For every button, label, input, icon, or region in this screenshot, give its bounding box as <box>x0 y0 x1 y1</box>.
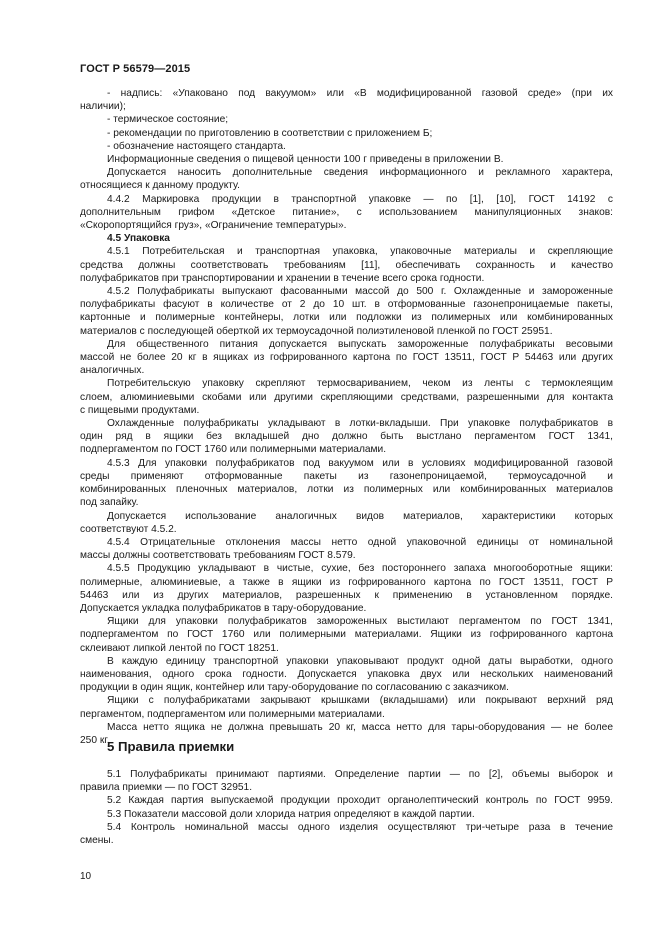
text-line: 4.5.4 Отрицательные отклонения массы нетто одной упаковочной единицы от номинальной <box>107 536 613 548</box>
text-line: 4.5.2 Полуфабрикаты выпускают фасованными массой до 500 г. Охлажденные и замороженные <box>107 286 613 298</box>
text-line: - термическое состояние; <box>107 114 229 126</box>
text-line: соответствуют 4.5.2. <box>80 523 177 535</box>
text-line: - рекомендации по приготовлению в соответствии с приложением Б; <box>107 127 433 139</box>
text-line: материалов с последующей оберткой их термоусадочной полиэтиленовой пленкой по ГОСТ 25951. <box>80 325 553 337</box>
text-line: склеивают липкой лентой по ГОСТ 18251. <box>80 642 279 654</box>
text-line: 5.4 Контроль номинальной массы одного изделия осуществляют три-четыре раза в течение <box>107 821 613 833</box>
text-line: 250 кг. <box>80 734 110 746</box>
text-line: В каждую единицу транспортной упаковки упаковывают продукт одной даты выработки, одного <box>107 655 613 667</box>
text-line: комбинированных пленочных материалов, лотки из полимерных или комбинированных материалов <box>80 484 613 496</box>
text-line: - обозначение настоящего стандарта. <box>107 140 286 152</box>
text-line: 4.5.3 Для упаковки полуфабрикатов под вакуумом или в условиях модифицированной газовой <box>107 457 613 469</box>
text-line: 54463 или из других материалов, разрешенных к применению в установленном порядке. <box>80 589 613 601</box>
text-line: наличии); <box>80 101 126 113</box>
text-line: средства должны соответствовать требованиям [11], обеспечивать сохранность и качество <box>80 259 613 271</box>
text-line: пергаментом, подпергаментом или полимерными материалами. <box>80 708 385 720</box>
text-line: Допускается наносить дополнительные сведения информационного и рекламного характера, <box>107 167 613 179</box>
text-line: полуфабрикаты фасуют в количестве от 2 до 10 шт. в отформованные газонепроницаемые пакеты, <box>80 299 613 311</box>
text-line: массой не более 20 кг в ящиках из гофрированного картона по ГОСТ 13511, ГОСТ Р 54463 или других <box>80 352 613 364</box>
text-line: подпергаментом по ГОСТ 1760 или полимерными материалами. <box>80 444 387 456</box>
text-line: подпергаментом по ГОСТ 1760 или полимерными материалами. Ящики из гофрированного картона <box>80 629 613 641</box>
text-line: смены. <box>80 835 114 847</box>
text-line: относящиеся к данному продукту. <box>80 180 240 192</box>
text-line: массы должны соответствовать требованиям ГОСТ 8.579. <box>80 550 356 562</box>
text-line: слоем, алюминиевыми скобами или другими скрепляющими средствами, разрешенными для контакта <box>80 391 613 403</box>
text-line: наименования, одного срока годности. Допускается упаковка двух или нескольких наименований <box>80 668 613 680</box>
text-line: дополнительным грифом «Детское питание», с использованием манипуляционных знаков: <box>80 206 613 218</box>
text-line: правила приемки — по ГОСТ 32951. <box>80 782 253 794</box>
text-line: один ряд в ящики без вкладышей дно должно быть выстлано пергаментом ГОСТ 1341, <box>80 431 613 443</box>
text-line: 5.1 Полуфабрикаты принимают партиями. Определение партии — по [2], объемы выборок и <box>107 769 613 780</box>
text-line: «Скоропортящийся груз», «Ограничение температуры». <box>80 220 347 232</box>
text-line: полимерные, алюминиевые, а также в ящики из гофрированного картона по ГОСТ 13511, ГОСТ Р <box>80 576 613 588</box>
text-line: Для общественного питания допускается выпускать замороженные полуфабрикаты весовыми <box>107 338 613 350</box>
text-line: Ящики с полуфабрикатами закрывают крышками (вкладышами) или покрывают верхний ряд <box>107 695 613 707</box>
text-line: Ящики для упаковки полуфабрикатов замороженных выстилают пергаментом по ГОСТ 1341, <box>107 616 613 628</box>
text-line: с пищевыми продуктами. <box>80 404 200 416</box>
page-number: 10 <box>80 871 92 882</box>
text-line: Потребительскую упаковку скрепляют термосвариванием, чеком из ленты с термоклеящим <box>107 378 613 390</box>
text-line: Охлажденные полуфабрикаты укладывают в лотки-вкладыши. При упаковке полуфабрикатов в <box>107 418 613 430</box>
text-line: под запайку. <box>80 497 139 509</box>
text-line: среды применяют отформованные пакеты из газонепроницаемой, термоусадочной и <box>80 470 613 482</box>
text-line: картонные и полимерные контейнеры, лотки или подложки из полимерных или комбинированных <box>80 312 613 324</box>
section-5-body <box>80 768 613 847</box>
text-line: Допускается укладка полуфабрикатов в тару-оборудование. <box>80 602 367 614</box>
text-line: - надпись: «Упаковано под вакуумом» или «В модифицированной газовой среде» (при их <box>107 88 613 99</box>
text-line: 4.4.2 Маркировка продукции в транспортной упаковке — по [1], [10], ГОСТ 14192 с <box>107 193 613 205</box>
text-line: полуфабрикатов при транспортировании и хранении в течение всего срока годности. <box>80 272 485 284</box>
text-line: аналогичных. <box>80 365 145 377</box>
section-4-body <box>80 87 613 747</box>
text-line: Допускается использование аналогичных видов материалов, характеристики которых <box>107 510 613 522</box>
text-line: 4.5.5 Продукцию укладывают в чистые, сухие, без постороннего запаха многооборотные ящики: <box>107 563 613 575</box>
document-header: ГОСТ Р 56579—2015 <box>80 63 191 75</box>
text-line: 4.5.1 Потребительская и транспортная упаковка, упаковочные материалы и скрепляющие <box>107 246 613 258</box>
text-line: 4.5 Упаковка <box>107 233 170 245</box>
text-line: Масса нетто ящика не должна превышать 20 кг, масса нетто для тары-оборудования — не более <box>107 721 613 733</box>
text-line: 5.2 Каждая партия выпускаемой продукции проходит органолептический контроль по ГОСТ 9959. <box>107 795 613 807</box>
text-line: продукции в один ящик, контейнер или тару-оборудование по согласованию с заказчиком. <box>80 682 509 694</box>
text-line: 5.3 Показатели массовой доли хлорида натрия определяют в каждой партии. <box>107 808 475 820</box>
text-line: Информационные сведения о пищевой ценности 100 г приведены в приложении В. <box>107 154 504 166</box>
chapter-title: 5 Правила приемки <box>107 739 235 754</box>
